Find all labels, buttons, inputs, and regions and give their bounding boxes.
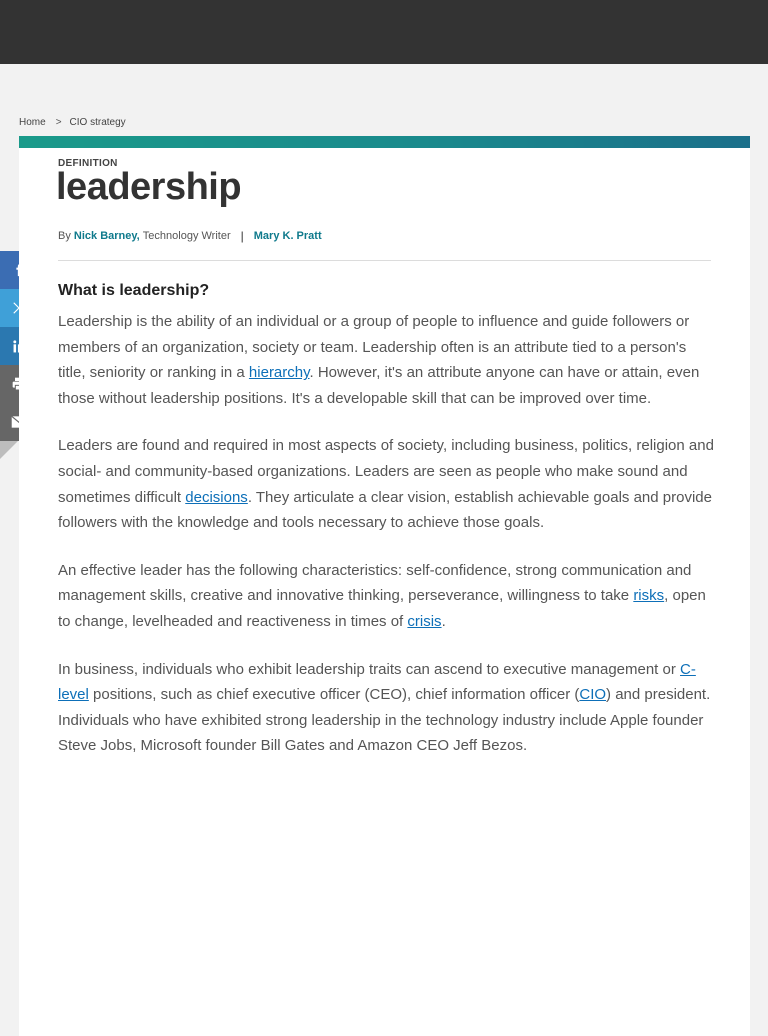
site-header-bar <box>0 0 768 64</box>
paragraph-text: ) and president. Individuals who have exhibited strong leadership in the technology industry include Apple founder Steve Jobs, Microsoft founder Bill Gates and Amazon CEO Jeff Bezos. <box>58 686 711 755</box>
author-link-mary-pratt[interactable]: Mary K. Pratt <box>253 230 322 242</box>
author-link-nick-barney[interactable]: Nick Barney, <box>73 230 140 242</box>
breadcrumb <box>19 117 126 128</box>
breadcrumb-home-link[interactable]: Home <box>19 117 46 128</box>
definition-label: DEFINITION <box>58 158 118 169</box>
article-card <box>19 136 750 1036</box>
paragraph-text: , open to change, levelheaded and reactiveness in times of <box>58 587 706 630</box>
paragraph-text: . However, it's an attribute anyone can have or attain, even those without leadership positions. It's a developable skill that can be improved over time. <box>58 364 700 407</box>
paragraph-2 <box>58 433 714 535</box>
byline-prefix: By <box>58 230 71 242</box>
paragraph-text: . <box>441 612 446 630</box>
byline-separator: | <box>240 229 244 243</box>
link-c-level[interactable]: C-level <box>58 660 696 704</box>
breadcrumb-current-link[interactable]: CIO strategy <box>69 117 126 128</box>
article-body <box>58 282 714 781</box>
paragraph-4 <box>58 657 714 759</box>
link-risks[interactable]: risks <box>633 587 665 605</box>
paragraph-text: In business, individuals who exhibit leadership traits can ascend to executive management or <box>58 660 681 678</box>
paragraph-text: Leaders are found and required in most aspects of society, including business, politics, religion and social- and community-based organizations. Leaders are seen as people who make sound and sometimes difficult <box>58 437 714 506</box>
section-heading: What is leadership? <box>58 282 210 299</box>
accent-gradient-bar <box>19 136 750 148</box>
byline-divider <box>58 260 711 261</box>
link-crisis[interactable]: crisis <box>407 612 442 630</box>
link-cio[interactable]: CIO <box>579 686 607 704</box>
link-hierarchy[interactable]: hierarchy <box>248 364 310 382</box>
author-role: Technology Writer <box>142 230 231 242</box>
paragraph-1 <box>58 309 714 411</box>
paragraph-text: . They articulate a clear vision, establish achievable goals and provide followers with the knowledge and tools necessary to achieve those goals. <box>58 488 712 532</box>
paragraph-3 <box>58 558 714 635</box>
page-title: leadership <box>56 166 242 208</box>
link-decisions[interactable]: decisions <box>185 488 248 506</box>
breadcrumb-separator: > <box>55 117 62 128</box>
paragraph-text: An effective leader has the following characteristics: self-confidence, strong communication and management skills, creative and innovative thinking, perseverance, willingness to take <box>58 561 692 605</box>
paragraph-text: positions, such as chief executive officer (CEO), chief information officer ( <box>88 686 580 704</box>
paragraph-text: Leadership is the ability of an individual or a group of people to influence and guide followers or members of an organization, society or team. Leadership often is an attribute tied to a person's title, seniority or ranking in a <box>58 313 690 382</box>
share-rail-fold <box>0 441 18 459</box>
byline <box>58 229 322 243</box>
